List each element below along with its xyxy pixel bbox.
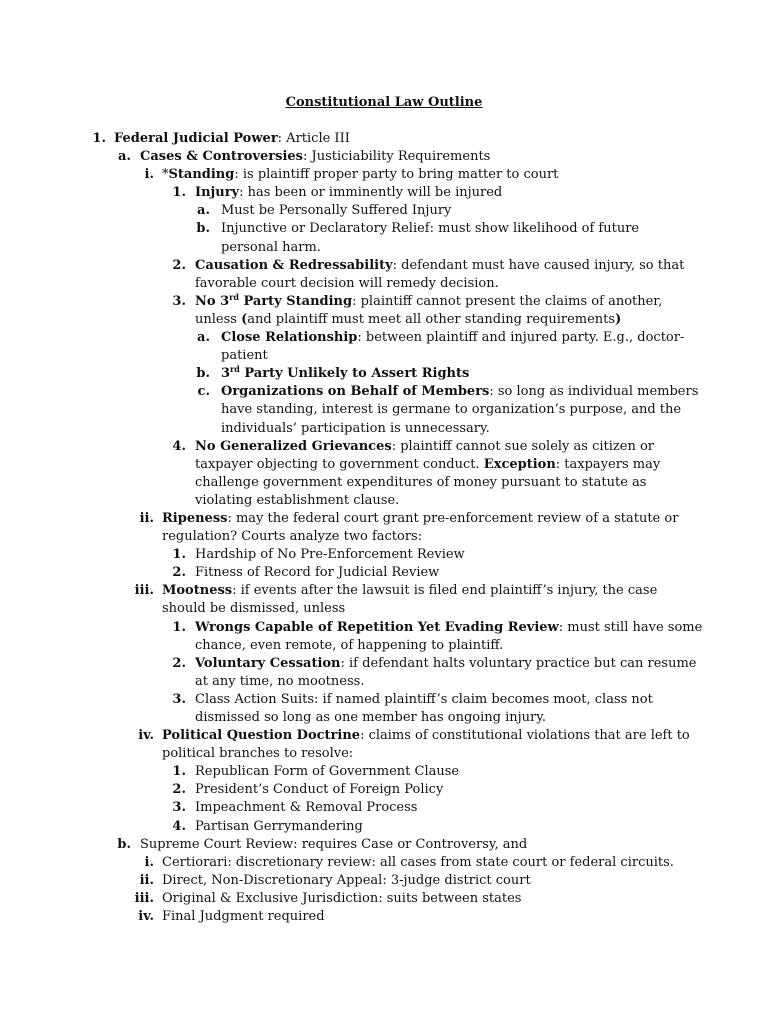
item-heading: Organizations on Behalf of Members (221, 384, 490, 400)
item-text-continued: have standing, interest is germane to organization’s purpose, and the (221, 402, 682, 418)
item-text-continued: at any time, no mootness. (195, 673, 365, 689)
outline-item-unlikely-assert (0, 365, 768, 383)
item-letter: a. (197, 330, 210, 346)
item-text-continued: should be dismissed, unless (162, 601, 346, 617)
item-text: : defendant must have caused injury, so that (392, 257, 685, 273)
outline-item-generalized-grievances (0, 438, 768, 456)
text-part: unless (195, 311, 242, 327)
item-text: Class Action Suits: if named plaintiff’s claim becomes moot, class not (195, 691, 653, 707)
item-text: : Article III (277, 131, 350, 146)
item-text-continued: challenge government expenditures of money pursuant to statute as (195, 474, 647, 490)
item-text: : is plaintiff proper party to bring matter to court (234, 167, 559, 183)
item-number: 1. (172, 547, 186, 563)
item-text: Hardship of No Pre-Enforcement Review (195, 547, 465, 563)
item-heading: Injury (195, 185, 240, 201)
item-heading: Wrongs Capable of Repetition Yet Evading Review (195, 619, 559, 635)
item-roman: ii. (139, 510, 154, 526)
outline-item-close-relationship (0, 329, 768, 347)
item-text: : claims of constitutional violations that are left to (360, 728, 690, 744)
item-letter: a. (118, 149, 131, 165)
item-text: : so long as individual members (489, 384, 699, 400)
item-text: : plaintiff cannot present the claims of another, (352, 293, 663, 309)
outline-item-1b (0, 836, 768, 854)
item-number: 1. (92, 131, 106, 146)
item-number: 4. (172, 818, 186, 834)
item-text: Original & Exclusive Jurisdiction: suits between states (162, 890, 522, 906)
item-number: 2. (172, 565, 186, 581)
item-text-continued: violating establishment clause. (195, 492, 400, 508)
item-letter: a. (197, 203, 210, 219)
outline-item-injury-a (0, 202, 768, 220)
item-roman: iii. (134, 583, 154, 599)
item-number: 1. (172, 185, 186, 201)
item-text: Certiorari: discretionary review: all cases from state court or federal circuits. (162, 854, 674, 870)
outline-item-final-judgment (0, 908, 768, 926)
outline-item-gerrymandering (0, 818, 768, 836)
heading-part: No 3 (195, 293, 230, 309)
exception-label: Exception (483, 456, 556, 472)
item-text: Supreme Court Review: requires Case or Controversy, and (140, 836, 528, 852)
heading-part: 3 (221, 366, 231, 382)
item-text: : may the federal court grant pre-enforcement review of a statute or (227, 510, 679, 526)
text-part: : taxpayers may (555, 456, 661, 472)
item-letter: c. (197, 384, 210, 400)
item-letter: b. (117, 836, 131, 852)
item-number: 2. (172, 782, 186, 798)
outline-item-organizations (0, 383, 768, 401)
outline-item-1a (0, 148, 768, 166)
item-text: Partisan Gerrymandering (195, 818, 363, 834)
item-text: Final Judgment required (162, 909, 325, 925)
item-text-continued (195, 311, 768, 329)
outline-item-fitness (0, 564, 768, 582)
item-heading: Mootness (162, 583, 233, 599)
item-number: 3. (172, 293, 186, 309)
item-number: 2. (172, 257, 186, 273)
outline-item-1 (0, 130, 768, 148)
item-text: : Justiciability Requirements (302, 149, 491, 165)
outline-item-political-question (0, 727, 768, 745)
item-text-continued: personal harm. (221, 239, 321, 255)
item-heading: Standing (168, 167, 235, 183)
outline-item-ripeness (0, 510, 768, 528)
item-text: President’s Conduct of Foreign Policy (195, 782, 444, 798)
outline-item-injury-b (0, 220, 768, 238)
item-text-continued: chance, even remote, of happening to plaintiff. (195, 637, 504, 653)
item-number: 1. (172, 764, 186, 780)
ordinal-suffix: rd (229, 291, 239, 302)
item-text: : if defendant halts voluntary practice but can resume (340, 655, 697, 671)
outline-item-voluntary-cessation (0, 655, 768, 673)
item-text-continued: regulation? Courts analyze two factors: (162, 529, 423, 545)
page-title: Constitutional Law Outline (285, 95, 483, 110)
item-text: : if events after the lawsuit is filed end plaintiff’s injury, the case (232, 583, 658, 599)
item-text-continued (195, 456, 768, 474)
item-number: 3. (172, 800, 186, 816)
item-text: Fitness of Record for Judicial Review (195, 565, 440, 581)
item-roman: iv. (138, 909, 154, 925)
heading-part: Party Unlikely to Assert Rights (239, 366, 470, 382)
item-roman: iii. (134, 890, 154, 906)
item-text: Must be Personally Suffered Injury (221, 203, 452, 219)
outline-item-mootness (0, 582, 768, 600)
item-text-continued: favorable court decision will remedy decision. (195, 275, 499, 291)
item-letter: b. (196, 221, 210, 237)
item-text: Injunctive or Declaratory Relief: must show likelihood of future (221, 221, 640, 237)
item-roman: ii. (139, 872, 154, 888)
outline-item-standing (0, 166, 768, 184)
outline-item-republican-form (0, 763, 768, 781)
outline-item-certiorari (0, 854, 768, 872)
item-text: Impeachment & Removal Process (195, 800, 418, 816)
outline-item-original-jurisdiction (0, 890, 768, 908)
paren-open: ( (241, 311, 248, 327)
item-letter: b. (196, 366, 210, 382)
item-heading (195, 291, 353, 309)
item-text: : plaintiff cannot sue solely as citizen or (391, 438, 655, 454)
outline-item-impeachment (0, 799, 768, 817)
item-heading: Voluntary Cessation (195, 655, 341, 671)
item-number: 3. (172, 691, 186, 707)
text-part: taxpayer objecting to government conduct. (195, 456, 484, 472)
item-text: Direct, Non-Discretionary Appeal: 3-judge district court (162, 872, 531, 888)
outline-item-causation (0, 257, 768, 275)
outline (0, 130, 768, 926)
item-roman: i. (144, 167, 154, 183)
item-heading: Cases & Controversies (140, 149, 303, 165)
item-heading: Causation & Redressability (195, 257, 393, 273)
item-heading: Political Question Doctrine (162, 728, 361, 744)
ordinal-suffix: rd (230, 364, 240, 375)
item-text-continued: dismissed so long as one member has ongoing injury. (195, 710, 547, 725)
paren-close: ) (615, 311, 622, 327)
outline-item-foreign-policy (0, 781, 768, 799)
item-text: Republican Form of Government Clause (195, 764, 460, 780)
item-number: 4. (172, 438, 186, 454)
item-heading (221, 366, 469, 381)
outline-item-repetition (0, 619, 768, 637)
item-prefix: * (162, 167, 169, 183)
item-roman: iv. (138, 728, 154, 744)
outline-item-class-action (0, 691, 768, 709)
outline-item-direct-appeal (0, 872, 768, 890)
outline-item-injury (0, 184, 768, 202)
item-heading: Ripeness (162, 510, 228, 526)
item-heading: Close Relationship (221, 330, 358, 346)
item-text: : has been or imminently will be injured (239, 185, 503, 201)
item-text-continued: patient (221, 348, 268, 364)
outline-item-hardship (0, 546, 768, 564)
item-roman: i. (144, 854, 154, 870)
item-number: 1. (172, 619, 186, 635)
item-text-continued: individuals’ participation is unnecessary. (221, 420, 490, 436)
text-part: and plaintiff must meet all other standing requirements (247, 311, 616, 327)
outline-item-third-party (0, 293, 768, 311)
item-heading: Federal Judicial Power (114, 131, 278, 146)
item-text: : between plaintiff and injured party. E.g., doctor- (357, 330, 685, 346)
item-text-continued: political branches to resolve: (162, 746, 354, 762)
item-heading: No Generalized Grievances (195, 438, 392, 454)
item-number: 2. (172, 655, 186, 671)
heading-part: Party Standing (238, 293, 353, 309)
item-text: : must still have some (558, 619, 703, 635)
